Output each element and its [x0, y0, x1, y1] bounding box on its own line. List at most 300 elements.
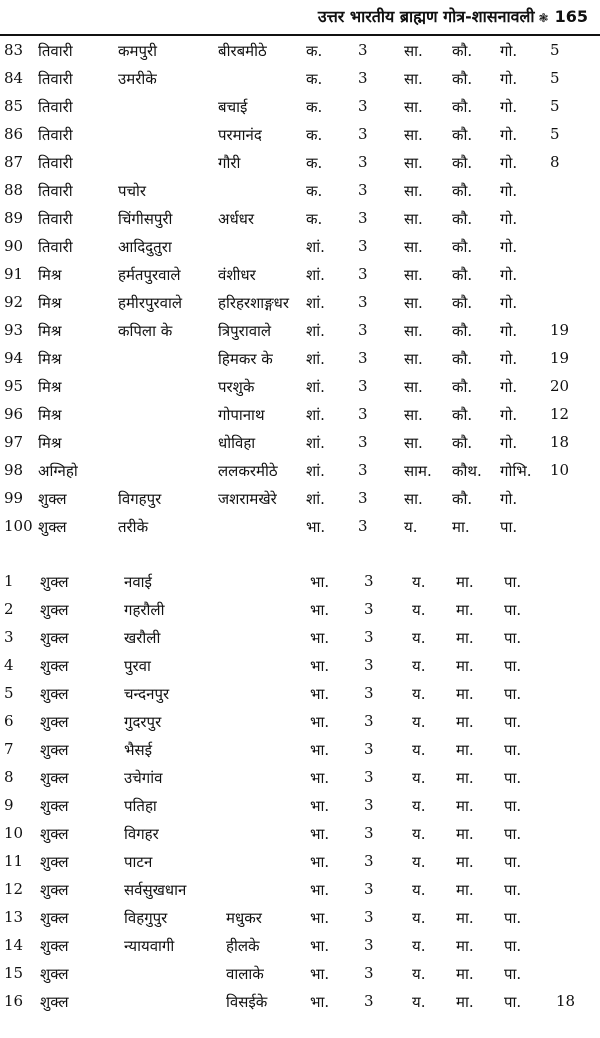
surname-cell: मिश्र: [38, 350, 62, 368]
row-number: 1: [4, 572, 14, 590]
gotra-cell: भा.: [306, 518, 326, 536]
shakha-cell: पा.: [504, 601, 522, 619]
row-number: 87: [4, 153, 24, 171]
shakha-cell: पा.: [504, 629, 522, 647]
note-number-cell: 5: [550, 69, 560, 87]
pravara-count-cell: 3: [358, 433, 368, 451]
table-row: [0, 176, 600, 204]
pravara-count-cell: 3: [358, 153, 368, 171]
row-number: 5: [4, 684, 14, 702]
branch-cell: हीलके: [226, 937, 260, 955]
shakha-cell: गो.: [500, 350, 518, 368]
branch-cell: हिमकर के: [218, 350, 273, 368]
ornament-icon: ❃: [538, 11, 549, 25]
shakha-cell: गो.: [500, 42, 518, 60]
village-cell: कपिला के: [118, 322, 173, 340]
branch-cell: विसईके: [226, 993, 268, 1011]
surname-cell: शुक्ल: [40, 853, 69, 871]
shakha-cell: पा.: [504, 825, 522, 843]
gotra-cell: क.: [306, 98, 323, 116]
sutra-cell: कौ.: [452, 182, 473, 200]
sutra-cell: मा.: [456, 713, 474, 731]
gotra-cell: भा.: [310, 573, 330, 591]
village-cell: खरौली: [124, 629, 161, 647]
gotra-cell: शां.: [306, 490, 325, 508]
gotra-cell: शां.: [306, 294, 325, 312]
sutra-cell: कौ.: [452, 238, 473, 256]
branch-cell: धोविहा: [218, 434, 256, 452]
pravara-count-cell: 3: [358, 461, 368, 479]
veda-cell: सा.: [404, 490, 423, 508]
veda-cell: य.: [412, 769, 426, 787]
surname-cell: तिवारी: [38, 98, 73, 116]
shakha-cell: पा.: [504, 993, 522, 1011]
row-number: 92: [4, 293, 24, 311]
veda-cell: सा.: [404, 266, 423, 284]
sutra-cell: मा.: [456, 685, 474, 703]
shakha-cell: गो.: [500, 98, 518, 116]
table-row: [0, 567, 600, 595]
sutra-cell: मा.: [456, 825, 474, 843]
pravara-count-cell: 3: [364, 880, 374, 898]
surname-cell: मिश्र: [38, 378, 62, 396]
branch-cell: वालाके: [226, 965, 264, 983]
pravara-count-cell: 3: [364, 936, 374, 954]
note-number-cell: 5: [550, 97, 560, 115]
row-number: 90: [4, 237, 24, 255]
gotra-cell: भा.: [310, 713, 330, 731]
pravara-count-cell: 3: [358, 97, 368, 115]
row-number: 86: [4, 125, 24, 143]
branch-cell: अर्धधर: [218, 210, 255, 228]
shakha-cell: पा.: [504, 573, 522, 591]
branch-cell: मधुकर: [226, 909, 262, 927]
row-number: 8: [4, 768, 14, 786]
surname-cell: अग्निहो: [38, 462, 78, 480]
table-row: [0, 92, 600, 120]
sutra-cell: मा.: [456, 853, 474, 871]
row-number: 16: [4, 992, 24, 1010]
surname-cell: शुक्ल: [40, 685, 69, 703]
village-cell: विगहपुर: [118, 490, 162, 508]
shakha-cell: गो.: [500, 154, 518, 172]
note-number-cell: 20: [550, 377, 570, 395]
surname-cell: शुक्ल: [40, 797, 69, 815]
shakha-cell: गो.: [500, 238, 518, 256]
surname-cell: शुक्ल: [40, 881, 69, 899]
surname-cell: मिश्र: [38, 294, 62, 312]
row-number: 85: [4, 97, 24, 115]
table-row: [0, 428, 600, 456]
surname-cell: शुक्ल: [40, 993, 69, 1011]
surname-cell: शुक्ल: [40, 909, 69, 927]
note-number-cell: 18: [550, 433, 570, 451]
sutra-cell: कौ.: [452, 350, 473, 368]
veda-cell: य.: [412, 825, 426, 843]
sutra-cell: मा.: [456, 741, 474, 759]
shakha-cell: गो.: [500, 182, 518, 200]
table-row: [0, 204, 600, 232]
shakha-cell: गो.: [500, 210, 518, 228]
village-cell: आदिदुतुरा: [118, 238, 172, 256]
sutra-cell: मा.: [456, 993, 474, 1011]
veda-cell: सा.: [404, 238, 423, 256]
sutra-cell: मा.: [456, 937, 474, 955]
gotra-cell: शां.: [306, 378, 325, 396]
pravara-count-cell: 3: [364, 740, 374, 758]
row-number: 14: [4, 936, 24, 954]
pravara-count-cell: 3: [358, 349, 368, 367]
pravara-count-cell: 3: [364, 964, 374, 982]
row-number: 95: [4, 377, 24, 395]
gotra-cell: शां.: [306, 462, 325, 480]
table-row: [0, 735, 600, 763]
shakha-cell: पा.: [504, 713, 522, 731]
branch-cell: परमानंद: [218, 126, 262, 144]
table-row: [0, 707, 600, 735]
table-row: [0, 400, 600, 428]
row-number: 94: [4, 349, 24, 367]
branch-cell: वंशीधर: [218, 266, 256, 284]
row-number: 93: [4, 321, 24, 339]
sutra-cell: मा.: [456, 629, 474, 647]
veda-cell: य.: [412, 937, 426, 955]
row-number: 89: [4, 209, 24, 227]
surname-cell: मिश्र: [38, 322, 62, 340]
shakha-cell: पा.: [504, 937, 522, 955]
branch-cell: गौरी: [218, 154, 241, 172]
table-row: [0, 316, 600, 344]
pravara-count-cell: 3: [364, 992, 374, 1010]
village-cell: न्यायवागी: [124, 937, 175, 955]
branch-cell: जशरामखेरे: [218, 490, 277, 508]
gotra-cell: भा.: [310, 797, 330, 815]
shakha-cell: पा.: [504, 881, 522, 899]
table-section-1: [0, 36, 600, 540]
village-cell: तरीके: [118, 518, 149, 536]
pravara-count-cell: 3: [364, 852, 374, 870]
sutra-cell: कौ.: [452, 378, 473, 396]
note-number-cell: 8: [550, 153, 560, 171]
gotra-cell: भा.: [310, 993, 330, 1011]
village-cell: गहरौली: [124, 601, 165, 619]
table-row: [0, 260, 600, 288]
gotra-cell: भा.: [310, 629, 330, 647]
surname-cell: तिवारी: [38, 210, 73, 228]
gotra-cell: शां.: [306, 406, 325, 424]
surname-cell: तिवारी: [38, 70, 73, 88]
pravara-count-cell: 3: [364, 824, 374, 842]
sutra-cell: मा.: [456, 601, 474, 619]
branch-cell: गोपानाथ: [218, 406, 265, 424]
gotra-cell: शां.: [306, 322, 325, 340]
shakha-cell: पा.: [504, 853, 522, 871]
veda-cell: य.: [412, 797, 426, 815]
table-row: [0, 679, 600, 707]
gotra-cell: शां.: [306, 350, 325, 368]
sutra-cell: कौ.: [452, 98, 473, 116]
shakha-cell: गो.: [500, 322, 518, 340]
veda-cell: सा.: [404, 126, 423, 144]
village-cell: विहगुपुर: [124, 909, 168, 927]
gotra-table: [0, 36, 600, 1015]
row-number: 12: [4, 880, 24, 898]
veda-cell: य.: [412, 657, 426, 675]
veda-cell: सा.: [404, 154, 423, 172]
note-number-cell: 5: [550, 41, 560, 59]
sutra-cell: मा.: [456, 965, 474, 983]
table-row: [0, 372, 600, 400]
veda-cell: य.: [412, 685, 426, 703]
village-cell: विगहर: [124, 825, 159, 843]
gotra-cell: भा.: [310, 881, 330, 899]
village-cell: नवाई: [124, 573, 152, 591]
surname-cell: शुक्ल: [40, 601, 69, 619]
row-number: 9: [4, 796, 14, 814]
header-title-text: उत्तर भारतीय ब्राह्मण गोत्र-शासनावली: [317, 7, 535, 26]
pravara-count-cell: 3: [358, 69, 368, 87]
pravara-count-cell: 3: [364, 628, 374, 646]
gotra-cell: भा.: [310, 825, 330, 843]
gotra-cell: भा.: [310, 937, 330, 955]
surname-cell: शुक्ल: [40, 769, 69, 787]
veda-cell: सा.: [404, 434, 423, 452]
shakha-cell: पा.: [504, 741, 522, 759]
veda-cell: य.: [412, 741, 426, 759]
shakha-cell: पा.: [504, 797, 522, 815]
table-row: [0, 484, 600, 512]
surname-cell: तिवारी: [38, 182, 73, 200]
sutra-cell: कौ.: [452, 490, 473, 508]
table-row: [0, 148, 600, 176]
pravara-count-cell: 3: [364, 600, 374, 618]
veda-cell: य.: [412, 993, 426, 1011]
gotra-cell: भा.: [310, 601, 330, 619]
surname-cell: शुक्ल: [40, 825, 69, 843]
table-row: [0, 120, 600, 148]
gotra-cell: क.: [306, 126, 323, 144]
gotra-cell: भा.: [310, 657, 330, 675]
row-number: 97: [4, 433, 24, 451]
row-number: 4: [4, 656, 14, 674]
table-row: [0, 959, 600, 987]
shakha-cell: पा.: [504, 909, 522, 927]
sutra-cell: मा.: [456, 881, 474, 899]
row-number: 88: [4, 181, 24, 199]
village-cell: उमरीके: [118, 70, 157, 88]
shakha-cell: पा.: [504, 965, 522, 983]
sutra-cell: कौ.: [452, 406, 473, 424]
gotra-cell: भा.: [310, 909, 330, 927]
pravara-count-cell: 3: [364, 656, 374, 674]
village-cell: चिंगीसपुरी: [118, 210, 173, 228]
surname-cell: शुक्ल: [38, 518, 67, 536]
branch-cell: ललकरमीठे: [218, 462, 278, 480]
veda-cell: सा.: [404, 322, 423, 340]
veda-cell: साम.: [404, 462, 432, 480]
shakha-cell: गो.: [500, 406, 518, 424]
sutra-cell: कौ.: [452, 322, 473, 340]
surname-cell: शुक्ल: [38, 490, 67, 508]
row-number: 91: [4, 265, 24, 283]
pravara-count-cell: 3: [364, 572, 374, 590]
sutra-cell: कौ.: [452, 70, 473, 88]
village-cell: चन्दनपुर: [124, 685, 170, 703]
surname-cell: मिश्र: [38, 434, 62, 452]
note-number-cell: 19: [550, 349, 570, 367]
pravara-count-cell: 3: [358, 41, 368, 59]
table-row: [0, 288, 600, 316]
village-cell: कमपुरी: [118, 42, 158, 60]
surname-cell: शुक्ल: [40, 713, 69, 731]
veda-cell: सा.: [404, 378, 423, 396]
surname-cell: तिवारी: [38, 126, 73, 144]
section-gap: [0, 540, 600, 567]
surname-cell: मिश्र: [38, 406, 62, 424]
surname-cell: शुक्ल: [40, 573, 69, 591]
pravara-count-cell: 3: [358, 125, 368, 143]
village-cell: हमीरपुरवाले: [118, 294, 183, 312]
shakha-cell: पा.: [504, 657, 522, 675]
veda-cell: सा.: [404, 182, 423, 200]
village-cell: सर्वसुखधान: [124, 881, 187, 899]
pravara-count-cell: 3: [358, 405, 368, 423]
sutra-cell: कौ.: [452, 42, 473, 60]
veda-cell: सा.: [404, 406, 423, 424]
table-row: [0, 344, 600, 372]
pravara-count-cell: 3: [358, 377, 368, 395]
pravara-count-cell: 3: [358, 489, 368, 507]
sutra-cell: मा.: [456, 909, 474, 927]
pravara-count-cell: 3: [364, 712, 374, 730]
row-number: 100: [4, 517, 33, 535]
gotra-cell: शां.: [306, 434, 325, 452]
gotra-cell: क.: [306, 182, 323, 200]
branch-cell: बीरबमीठे: [218, 42, 267, 60]
veda-cell: य.: [412, 573, 426, 591]
gotra-cell: भा.: [310, 741, 330, 759]
sutra-cell: कौ.: [452, 154, 473, 172]
gotra-cell: भा.: [310, 685, 330, 703]
sutra-cell: मा.: [452, 518, 470, 536]
veda-cell: य.: [404, 518, 418, 536]
surname-cell: तिवारी: [38, 238, 73, 256]
pravara-count-cell: 3: [364, 908, 374, 926]
shakha-cell: गो.: [500, 266, 518, 284]
village-cell: हर्मतपुरवाले: [118, 266, 181, 284]
veda-cell: य.: [412, 965, 426, 983]
gotra-cell: भा.: [310, 769, 330, 787]
pravara-count-cell: 3: [364, 796, 374, 814]
pravara-count-cell: 3: [358, 265, 368, 283]
row-number: 10: [4, 824, 24, 842]
veda-cell: य.: [412, 881, 426, 899]
surname-cell: शुक्ल: [40, 965, 69, 983]
gotra-cell: भा.: [310, 965, 330, 983]
row-number: 6: [4, 712, 14, 730]
table-row: [0, 903, 600, 931]
shakha-cell: गो.: [500, 126, 518, 144]
sutra-cell: कौथ.: [452, 462, 482, 480]
row-number: 13: [4, 908, 24, 926]
village-cell: भैसई: [124, 741, 153, 759]
table-row: [0, 64, 600, 92]
note-number-cell: 18: [556, 992, 576, 1010]
row-number: 7: [4, 740, 14, 758]
surname-cell: तिवारी: [38, 154, 73, 172]
sutra-cell: मा.: [456, 797, 474, 815]
sutra-cell: मा.: [456, 657, 474, 675]
branch-cell: त्रिपुरावाले: [218, 322, 272, 340]
surname-cell: शुक्ल: [40, 629, 69, 647]
surname-cell: मिश्र: [38, 266, 62, 284]
table-row: [0, 791, 600, 819]
table-row: [0, 595, 600, 623]
row-number: 96: [4, 405, 24, 423]
sutra-cell: कौ.: [452, 210, 473, 228]
pravara-count-cell: 3: [364, 684, 374, 702]
table-row: [0, 875, 600, 903]
table-row: [0, 819, 600, 847]
table-row: [0, 931, 600, 959]
veda-cell: सा.: [404, 350, 423, 368]
shakha-cell: गो.: [500, 70, 518, 88]
table-row: [0, 987, 600, 1015]
table-row: [0, 847, 600, 875]
shakha-cell: गो.: [500, 434, 518, 452]
gotra-cell: शां.: [306, 266, 325, 284]
gotra-cell: क.: [306, 210, 323, 228]
shakha-cell: पा.: [504, 769, 522, 787]
sutra-cell: कौ.: [452, 434, 473, 452]
pravara-count-cell: 3: [364, 768, 374, 786]
row-number: 98: [4, 461, 24, 479]
branch-cell: बचाई: [218, 98, 248, 116]
veda-cell: य.: [412, 909, 426, 927]
veda-cell: सा.: [404, 98, 423, 116]
veda-cell: सा.: [404, 210, 423, 228]
sutra-cell: मा.: [456, 769, 474, 787]
sutra-cell: कौ.: [452, 266, 473, 284]
pravara-count-cell: 3: [358, 293, 368, 311]
village-cell: उचेगांव: [124, 769, 163, 787]
table-section-2: [0, 567, 600, 1015]
running-title: [318, 5, 588, 27]
surname-cell: शुक्ल: [40, 657, 69, 675]
shakha-cell: पा.: [500, 518, 518, 536]
sutra-cell: कौ.: [452, 294, 473, 312]
table-row: [0, 456, 600, 484]
table-row: [0, 651, 600, 679]
pravara-count-cell: 3: [358, 181, 368, 199]
table-row: [0, 36, 600, 64]
note-number-cell: 10: [550, 461, 570, 479]
sutra-cell: मा.: [456, 573, 474, 591]
table-row: [0, 512, 600, 540]
surname-cell: शुक्ल: [40, 741, 69, 759]
sutra-cell: कौ.: [452, 126, 473, 144]
village-cell: पुरवा: [124, 657, 151, 675]
veda-cell: य.: [412, 713, 426, 731]
veda-cell: सा.: [404, 70, 423, 88]
row-number: 11: [4, 852, 24, 870]
pravara-count-cell: 3: [358, 517, 368, 535]
shakha-cell: पा.: [504, 685, 522, 703]
row-number: 3: [4, 628, 14, 646]
veda-cell: य.: [412, 853, 426, 871]
village-cell: पतिहा: [124, 797, 157, 815]
veda-cell: य.: [412, 601, 426, 619]
